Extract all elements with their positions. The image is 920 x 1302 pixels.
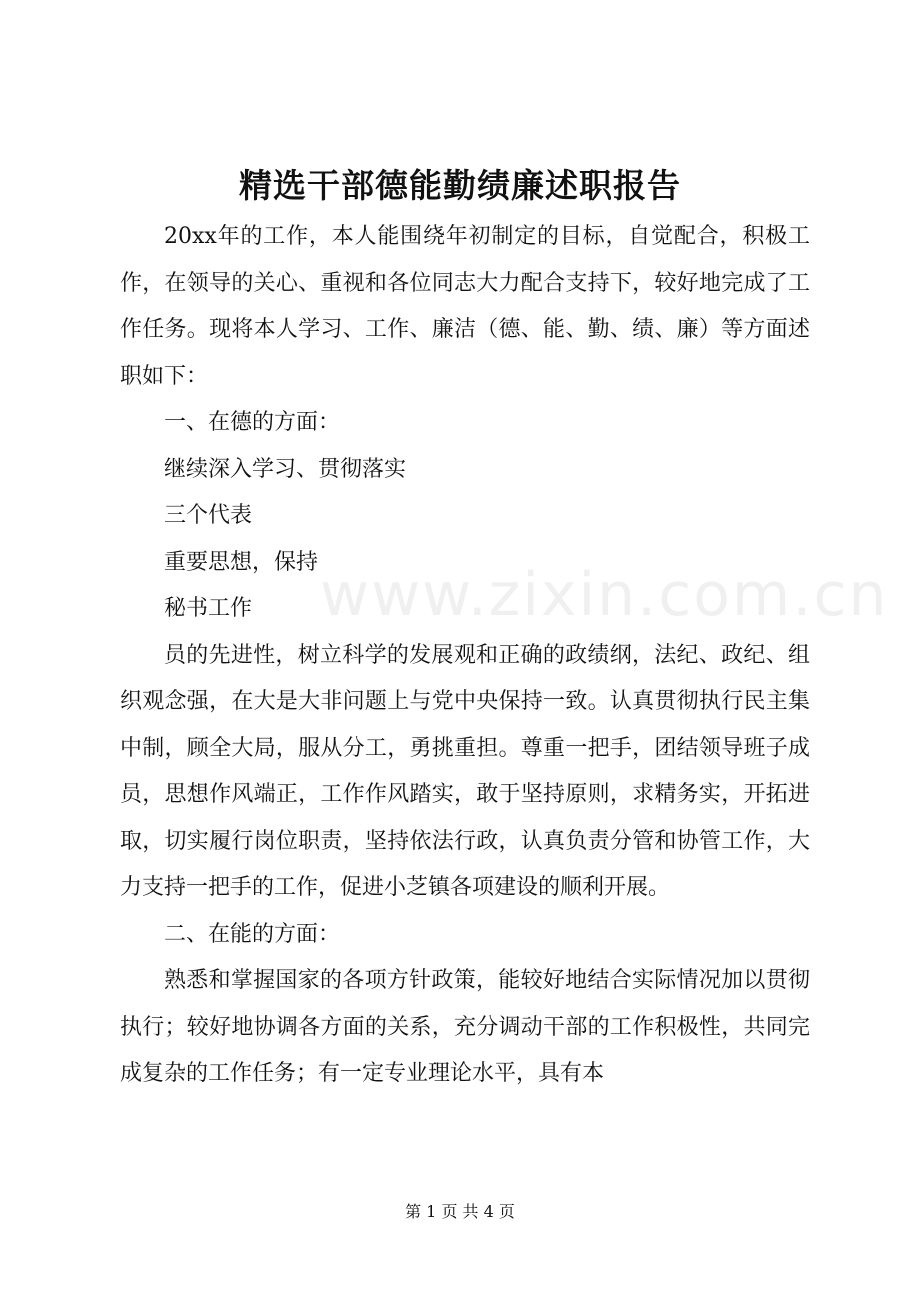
section-heading-de: 一、在德的方面： xyxy=(164,410,341,435)
document-title: 精选干部德能勤绩廉述职报告 xyxy=(239,166,681,205)
page-footer: 第 1 页 共 4 页 xyxy=(405,1202,515,1221)
section-heading-neng: 二、在能的方面： xyxy=(164,921,341,947)
section-de-paragraph: 员的先进性，树立科学的发展观和正确的政绩纲，法纪、政纪、组织观念强，在大是大非问题上与党中央保持一致。认真贯彻执行民主集中制，顾全大局，服从分工，勇挑重担。尊重一把手，团结领导班子成员，思想作风端正，工作作风踏实，敢于坚持原则，求精务实，开拓进取，切实履行岗位职责，坚持依法行政，认真负责分管和协管工作，大力支持一把手的工作，促进小芝镇各项建设的顺利开展。 xyxy=(120,642,810,900)
text-line: 重要思想，保持 xyxy=(164,549,319,575)
document-body xyxy=(120,214,810,1098)
text-line: 三个代表 xyxy=(164,503,253,528)
text-line: 秘书工作 xyxy=(164,596,253,621)
intro-paragraph: 20xx年的工作，本人能围绕年初制定的目标，自觉配合，积极工作，在领导的关心、重视和各位同志大力配合支持下，较好地完成了工作任务。现将本人学习、工作、廉洁（德、能、勤、绩、廉）等方面述职如下： xyxy=(120,224,810,389)
section-neng-paragraph: 熟悉和掌握国家的各项方针政策，能较好地结合实际情况加以贯彻执行；较好地协调各方面的关系，充分调动干部的工作积极性，共同完成复杂的工作任务；有一定专业理论水平，具有本 xyxy=(120,968,810,1086)
watermark: www.zixin.com.cn xyxy=(320,560,889,630)
text-line: 继续深入学习、贯彻落实 xyxy=(164,456,407,482)
